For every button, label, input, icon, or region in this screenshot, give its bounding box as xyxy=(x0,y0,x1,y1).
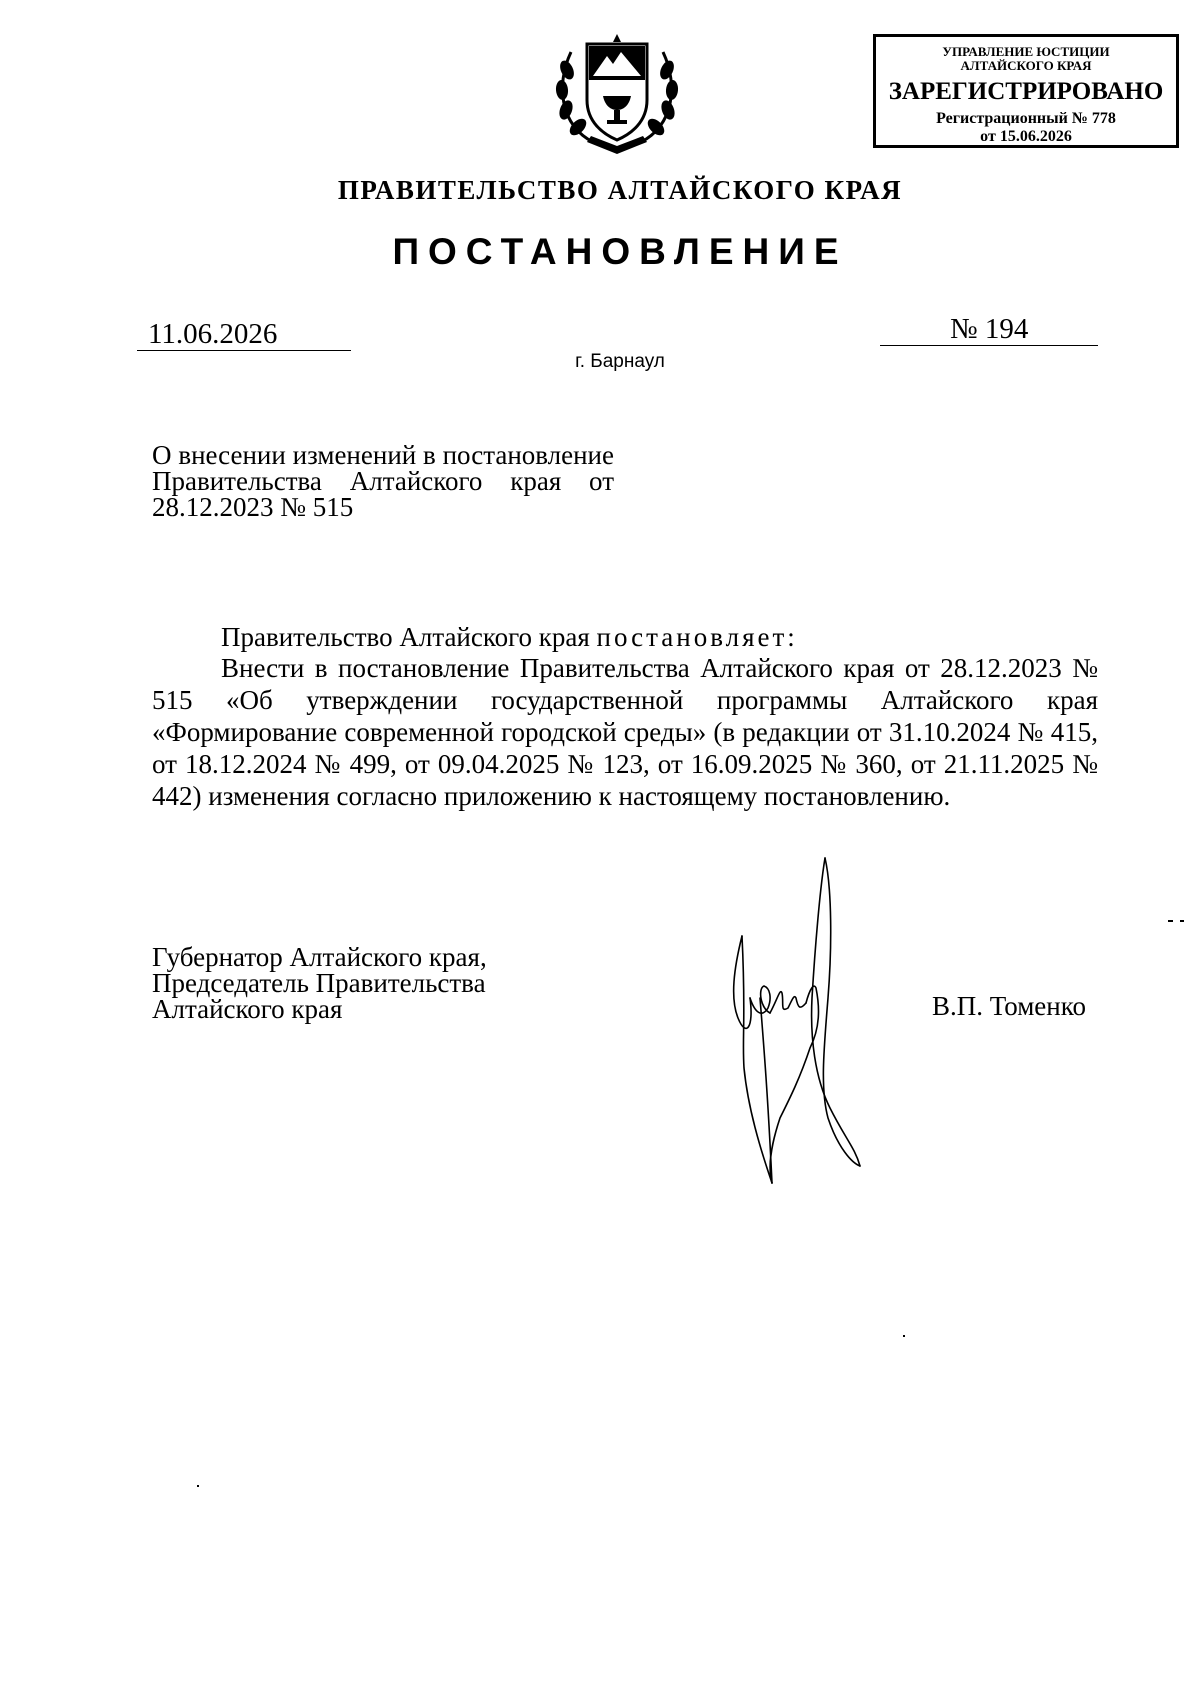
stamp-authority-line2: АЛТАЙСКОГО КРАЯ xyxy=(960,58,1092,73)
resolution-intro xyxy=(221,622,798,653)
scan-speck xyxy=(197,1485,199,1487)
signatory-title-line3: Алтайского края xyxy=(152,994,343,1024)
signatory-title-line1: Губернатор Алтайского края, xyxy=(152,942,487,972)
city: г. Барнаул xyxy=(575,351,665,372)
signatory-title-line2: Председатель Правительства xyxy=(152,968,486,998)
handwritten-signature xyxy=(720,848,920,1248)
authority-title: ПРАВИТЕЛЬСТВО АЛТАЙСКОГО КРАЯ xyxy=(337,175,903,205)
intro-verb: постановляет: xyxy=(596,622,798,652)
signatory-name: В.П. Томенко xyxy=(932,991,1086,1021)
document-number: № 194 xyxy=(950,313,1029,345)
number-underline xyxy=(880,345,1098,346)
scan-speck xyxy=(1180,920,1184,922)
signatory-title xyxy=(152,944,487,1022)
registration-stamp xyxy=(873,34,1179,148)
stamp-reg-number: Регистрационный № 778 xyxy=(936,110,1116,127)
document-date: 11.06.2026 xyxy=(148,318,278,350)
stamp-authority-line1: УПРАВЛЕНИЕ ЮСТИЦИИ xyxy=(942,44,1110,59)
stamp-reg-date: от 15.06.2026 xyxy=(980,128,1072,145)
coat-of-arms-emblem xyxy=(553,30,681,155)
intro-prefix: Правительство Алтайского края xyxy=(221,622,597,652)
scan-speck xyxy=(1168,920,1173,922)
document-type: ПОСТАНОВЛЕНИЕ xyxy=(392,231,848,272)
document-subject: О внесении изменений в постановление Правительства Алтайского края от 28.12.2023 № 515 xyxy=(152,440,614,522)
resolution-paragraph: Внести в постановление Правительства Алтайского края от 28.12.2023 № 515 «Об утверждении государственной программы Алтайского края «Формирование современной городской среды» (в редакции от 31.10.2024 № 415, от 18.12.2024 № 499, от 09.04.2025 № 123, от 16.09.2025 № 360, от 21.11.2025 № 442) изменения согласно приложению к настоящему постановлению. xyxy=(152,653,1098,811)
scan-speck xyxy=(903,1335,905,1337)
stamp-status: ЗАРЕГИСТРИРОВАНО xyxy=(888,78,1164,105)
